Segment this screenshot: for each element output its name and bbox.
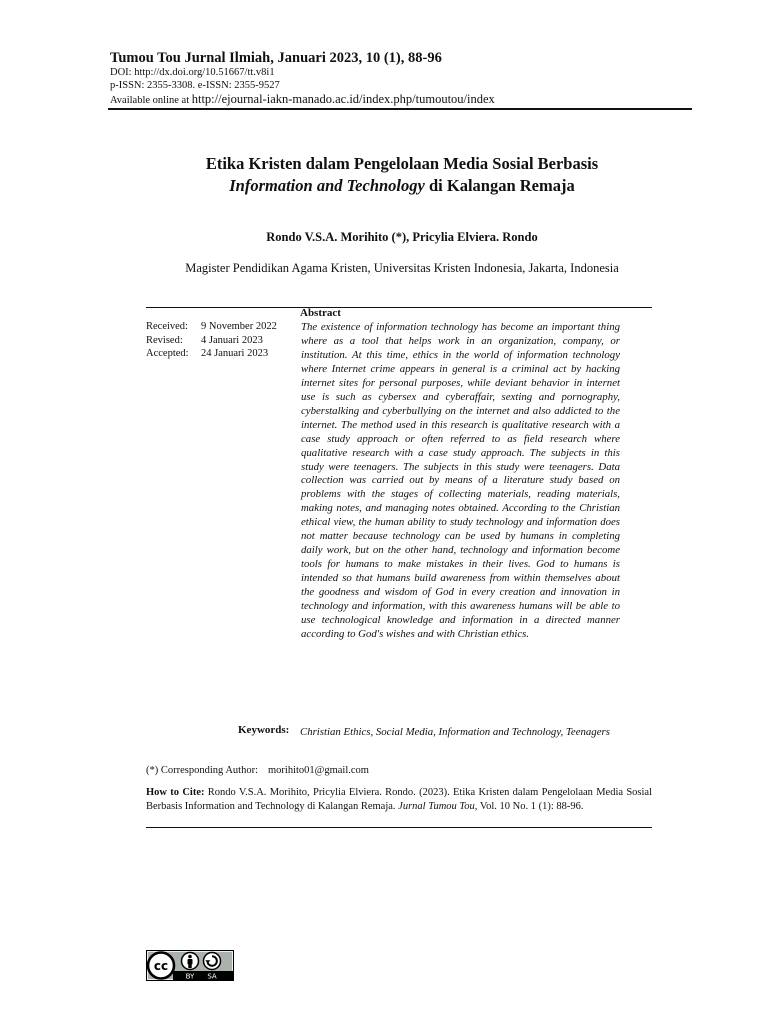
received-label: Received: — [146, 321, 188, 332]
issn-line: p-ISSN: 2355-3308. e-ISSN: 2355-9527 — [110, 80, 280, 91]
revised-label: Revised: — [146, 334, 183, 346]
sa-label: SA — [207, 972, 217, 981]
keywords-label: Keywords: — [238, 724, 290, 736]
title-line-2 — [110, 175, 694, 197]
revised-date: 4 Januari 2023 — [201, 334, 263, 346]
abstract-body: The existence of information technology has become an important thing where as a tool that helps work in an organization, company, or institution. At this time, ethics in the world of information technology where Internet crime appears in general is a criminal act by hacking internet sites for personal purposes, while deviant behavior in internet use is such as cybersex and cyberaffair, sexting and pornography, cyberstalking and cyberbullying on the internet and also addicted to the internet. The method used in this research is qualitative research with a case study approach or often referred to as field research where qualitative research with a case study approach. The subjects in this study were teenagers. The subjects in this study were teenagers. Data collection was carried out by means of a literature study based on problems with the stages of collecting materials, reading materials, making notes, and managing notes obtained. According to the Christian ethical view, the human ability to study technology and information does not matter because technology can be used by humans in completing daily work, but on the other hand, technology and information become tools for humans to make mistakes in their lives. God to humans is intended so that humans build awareness from within themselves about the goodness and wisdom of God in every creation and innovation in technology and information, with this awareness humans will be able to use technological knowledge and information in a directed manner according to God's wishes and with Christian ethics. — [301, 321, 620, 640]
affiliation: Magister Pendidikan Agama Kristen, Universitas Kristen Indonesia, Jakarta, Indonesia — [185, 261, 619, 275]
share-alike-icon — [204, 953, 221, 970]
cite-bottom-rule — [146, 827, 652, 828]
accepted-row — [146, 347, 277, 361]
corresponding-label: (*) Corresponding Author: — [146, 765, 258, 776]
cc-text: cc — [153, 959, 169, 973]
doi-line: DOI: http://dx.doi.org/10.51667/tt.v8i1 — [110, 67, 275, 78]
by-label: BY — [185, 972, 195, 981]
cite-tail: Vol. 10 No. 1 (1): 88-96. — [477, 800, 584, 812]
author-list: Rondo V.S.A. Morihito (*), Pricylia Elviera. Rondo — [266, 230, 538, 244]
keywords-text: Christian Ethics, Social Media, Information and Technology, Teenagers — [300, 726, 610, 738]
article-history — [146, 320, 277, 361]
paper-title — [110, 153, 694, 197]
title-italic-part: Information and Technology — [229, 176, 425, 195]
abstract-top-rule — [146, 307, 652, 308]
cite-label: How to Cite: — [146, 787, 205, 798]
header-divider — [108, 108, 692, 110]
availability-line — [110, 92, 690, 108]
received-date: 9 November 2022 — [201, 321, 277, 332]
cc-by-sa-license-badge[interactable] — [146, 950, 234, 981]
received-row — [146, 320, 277, 334]
available-prefix: Available online at — [110, 95, 192, 106]
title-line-1: Etika Kristen dalam Pengelolaan Media Sosial Berbasis — [205, 154, 599, 173]
journal-citation-line: Tumou Tou Jurnal Ilmiah, Januari 2023, 10 (1), 88-96 — [110, 50, 442, 66]
title-rest-part: di Kalangan Remaja — [424, 176, 575, 195]
corresponding-email[interactable]: morihito01@gmail.com — [268, 765, 369, 776]
accepted-label: Accepted: — [146, 348, 189, 359]
corresponding-author — [146, 765, 369, 776]
cite-text: Rondo V.S.A. Morihito, Pricylia Elviera. Rondo. (2023). Etika Kristen dalam Pengelolaan Media Sosial Berbasis Information and Technology di Kalangan Remaja. — [146, 787, 652, 812]
abstract-heading: Abstract — [300, 307, 341, 319]
revised-row — [146, 334, 277, 348]
how-to-cite — [146, 786, 652, 813]
cite-journal: Jurnal Tumou Tou, — [398, 800, 478, 812]
cc-icon — [148, 953, 174, 979]
journal-url-link[interactable]: http://ejournal-iakn-manado.ac.id/index.php/tumoutou/index — [191, 92, 495, 106]
attribution-person-icon — [182, 953, 199, 970]
journal-header — [110, 50, 690, 108]
accepted-date: 24 Januari 2023 — [201, 348, 269, 359]
